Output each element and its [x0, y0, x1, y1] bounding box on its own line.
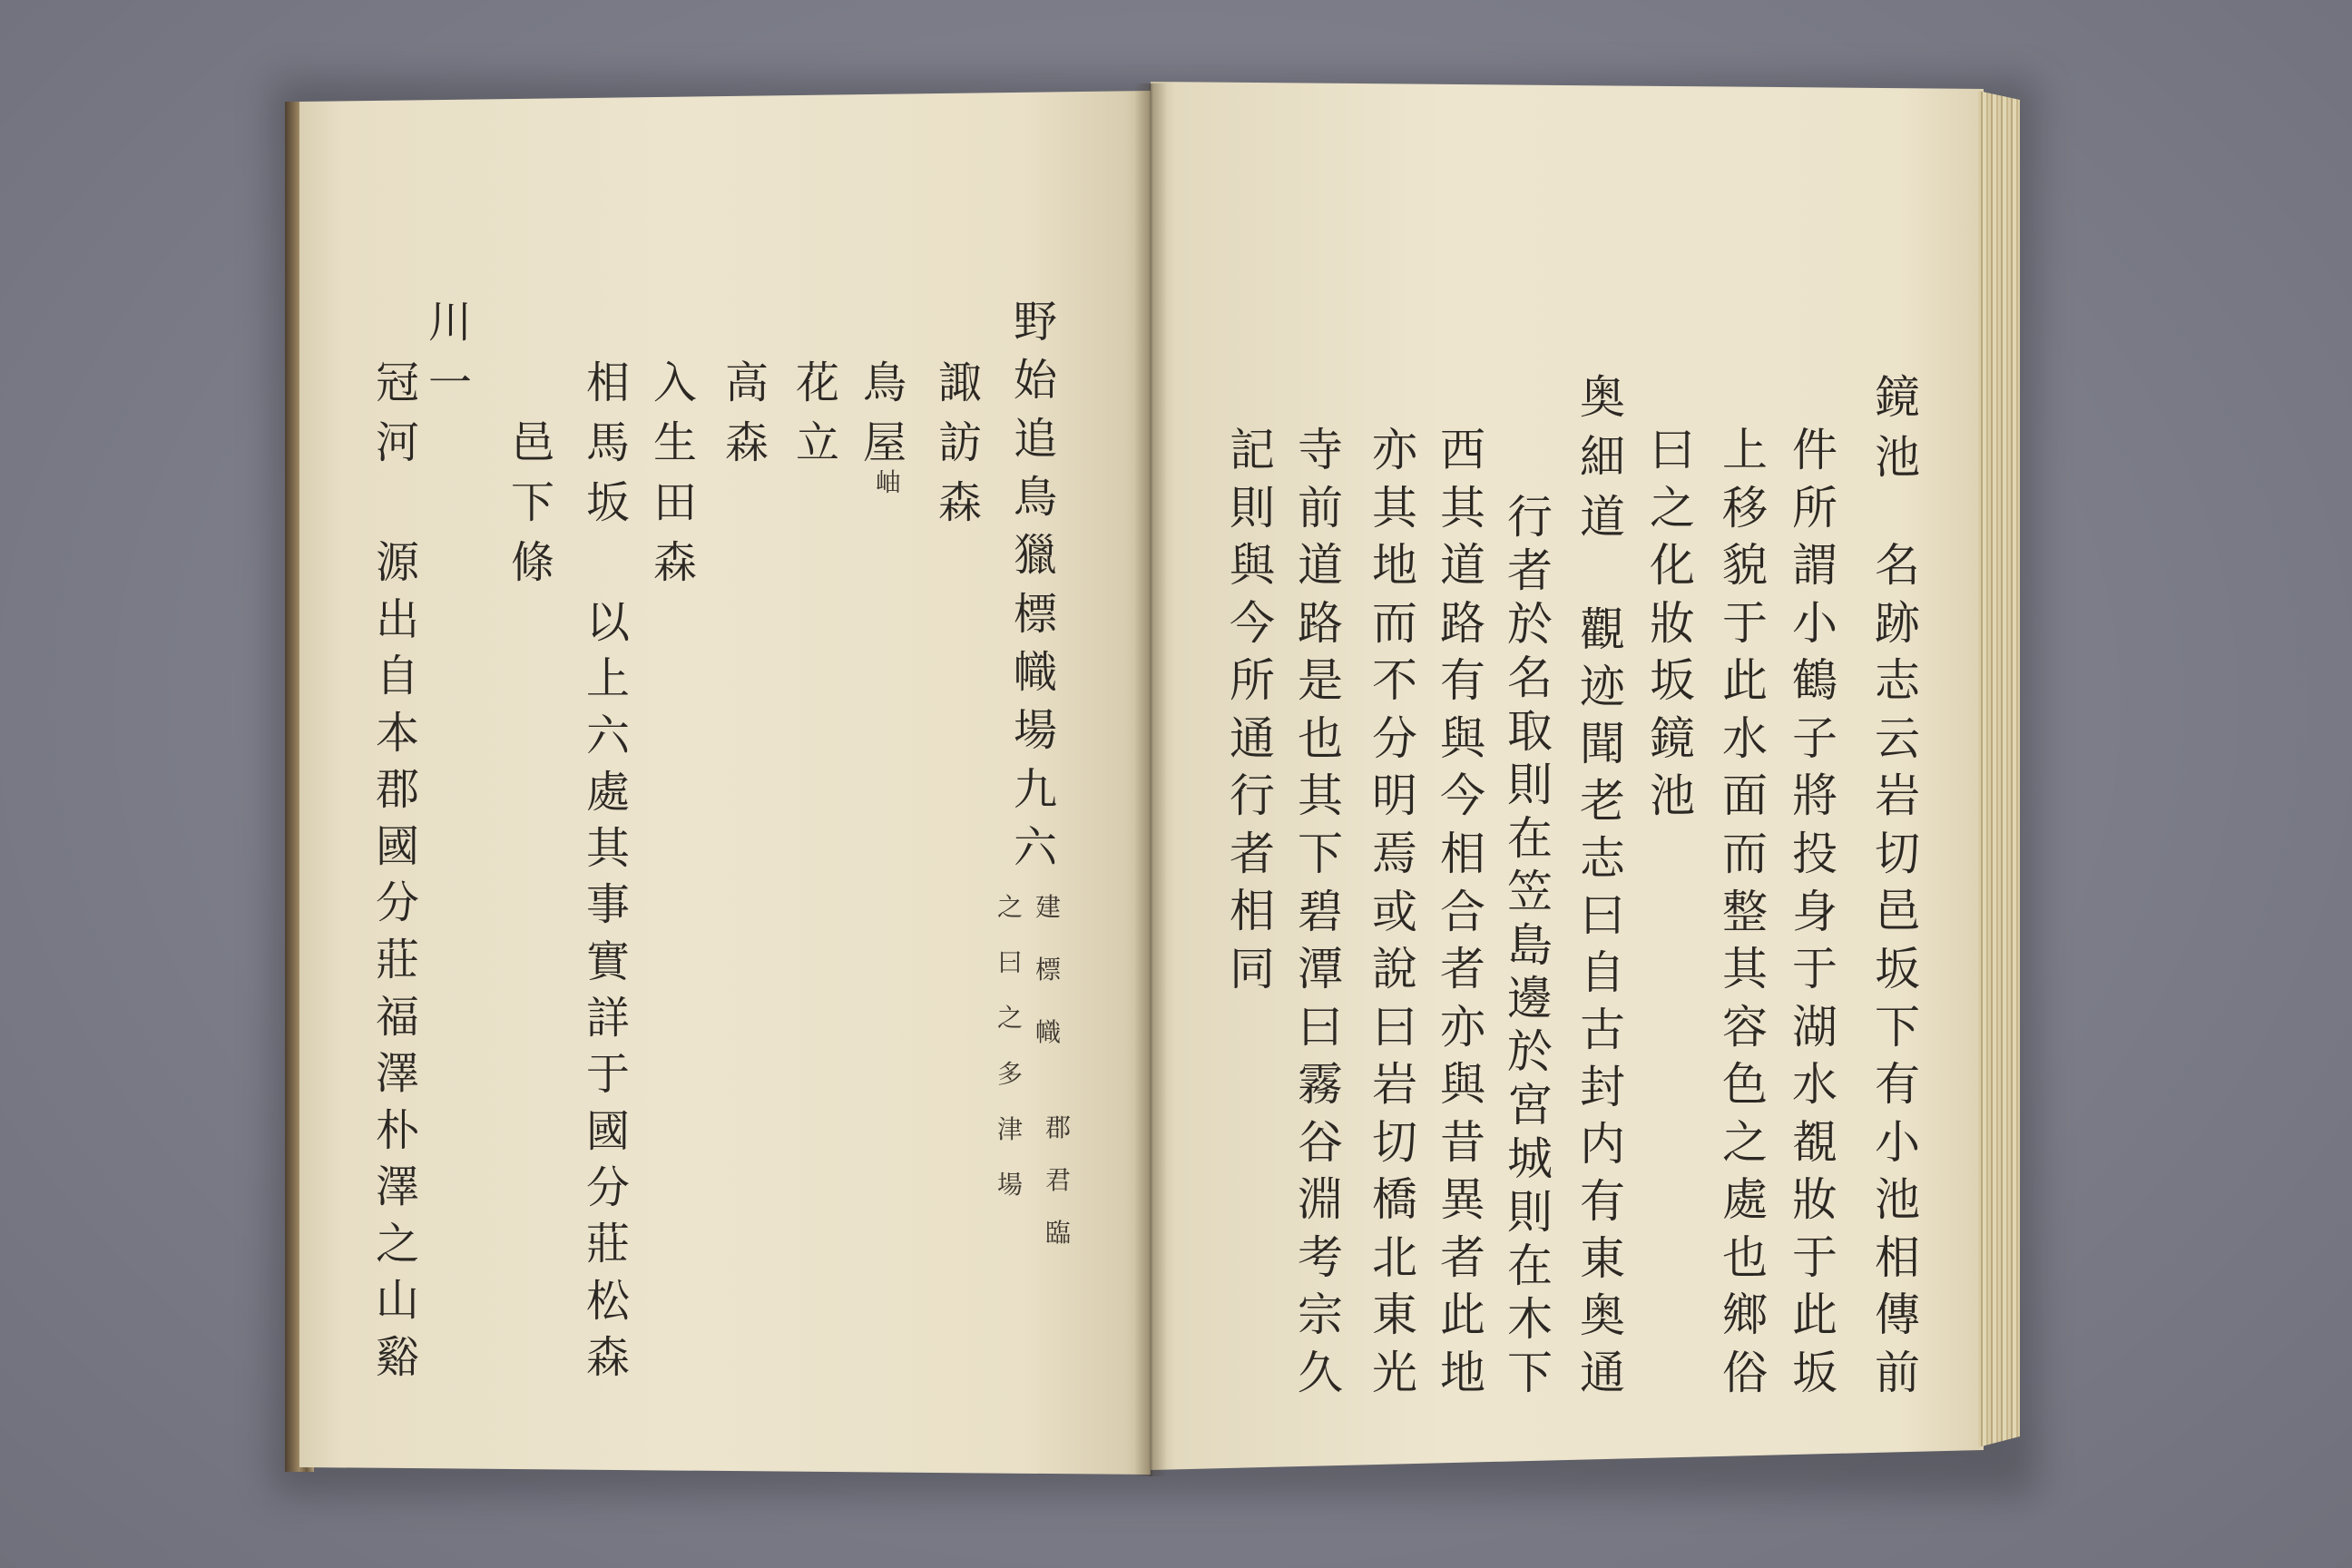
glyph: 不	[1372, 654, 1417, 708]
right-col-9-text	[1298, 424, 1343, 1399]
glyph: 化	[1650, 539, 1695, 592]
glyph: 此	[1440, 1289, 1485, 1342]
glyph: 下	[511, 477, 555, 528]
right-col-4-text	[1650, 424, 1695, 822]
glyph: 有	[1580, 1175, 1625, 1228]
glyph: 冠	[376, 358, 420, 408]
glyph: 者	[1440, 1230, 1485, 1284]
glyph: 松	[586, 1275, 631, 1327]
glyph: 取	[1507, 704, 1553, 758]
glyph: 實	[586, 936, 631, 987]
right-page	[1151, 82, 1984, 1470]
glyph: 森	[586, 1331, 631, 1383]
glyph: 地	[1440, 1347, 1485, 1399]
glyph: 邊	[1507, 972, 1553, 1025]
glyph: 河	[376, 417, 420, 468]
glyph: 則	[1507, 758, 1553, 811]
glyph: 莊	[376, 934, 420, 985]
glyph: 今	[1440, 769, 1485, 823]
glyph: 多	[997, 1058, 1024, 1089]
glyph: 分	[376, 877, 420, 929]
glyph: 有	[1875, 1058, 1920, 1112]
glyph: 奥	[1580, 1289, 1625, 1342]
glyph: 笠	[1507, 865, 1553, 918]
left-col-4-text	[796, 358, 840, 468]
glyph: 上	[586, 653, 631, 705]
right-col-1-heading	[1875, 371, 1920, 484]
glyph: 森	[725, 417, 769, 468]
glyph: 國	[586, 1105, 631, 1157]
glyph: 入	[653, 358, 698, 408]
glyph: 與	[1440, 1058, 1485, 1112]
glyph: 曰	[997, 947, 1024, 978]
glyph: 於	[1507, 1025, 1553, 1079]
glyph: 曰	[1298, 1000, 1343, 1054]
glyph: 寺	[1298, 424, 1343, 476]
glyph: 川	[428, 297, 473, 348]
glyph: 水	[1722, 711, 1768, 765]
glyph: 自	[376, 651, 420, 702]
glyph: 福	[376, 991, 420, 1043]
glyph: 容	[1722, 1000, 1768, 1054]
glyph: 所	[1230, 654, 1275, 708]
glyph: 之	[1650, 481, 1695, 534]
glyph: 坂	[1875, 942, 1920, 995]
glyph: 于	[1792, 943, 1838, 996]
glyph: 源	[376, 537, 420, 588]
glyph: 于	[1722, 596, 1768, 650]
glyph: 自	[1580, 946, 1625, 999]
glyph: 與	[1440, 711, 1485, 765]
glyph: 古	[1580, 1004, 1625, 1056]
glyph: 同	[1230, 942, 1275, 995]
glyph: 子	[1792, 711, 1838, 765]
glyph: 覩	[1792, 1115, 1838, 1169]
glyph: 者	[1507, 544, 1553, 597]
glyph: 曰	[1580, 889, 1625, 942]
glyph: 生	[653, 417, 698, 468]
glyph: 宗	[1298, 1289, 1343, 1342]
glyph: 前	[1875, 1346, 1920, 1399]
left-col-3-text	[863, 358, 907, 468]
glyph: 池	[1875, 1173, 1920, 1227]
glyph: 相	[586, 358, 631, 408]
glyph: 名	[1875, 539, 1920, 592]
right-col-5-heading	[1580, 371, 1625, 544]
glyph: 亦	[1372, 424, 1417, 476]
glyph: 津	[997, 1113, 1024, 1144]
glyph: 移	[1722, 481, 1768, 534]
glyph: 或	[1372, 885, 1417, 938]
glyph: 處	[1722, 1173, 1768, 1227]
glyph: 田	[653, 477, 698, 528]
glyph: 聞	[1580, 718, 1625, 770]
glyph: 野	[1014, 297, 1058, 348]
glyph: 君	[1045, 1165, 1072, 1195]
glyph: 妝	[1792, 1173, 1838, 1227]
left-col-10-heading	[376, 358, 420, 468]
glyph: 場	[997, 1169, 1024, 1200]
glyph: 上	[1722, 424, 1768, 476]
glyph: 而	[1372, 596, 1417, 650]
glyph: 則	[1507, 1186, 1553, 1240]
glyph: 謂	[1792, 539, 1838, 593]
glyph: 一	[428, 358, 473, 408]
glyph: 光	[1372, 1347, 1417, 1399]
glyph: 在	[1507, 1240, 1553, 1293]
glyph: 其	[586, 823, 631, 875]
glyph: 封	[1580, 1061, 1625, 1113]
glyph: 山	[376, 1275, 420, 1327]
glyph: 條	[511, 537, 555, 588]
glyph: 久	[1298, 1347, 1343, 1399]
glyph: 島	[1507, 918, 1553, 972]
glyph: 合	[1440, 885, 1485, 938]
glyph: 谷	[1298, 1115, 1343, 1169]
glyph: 標	[1014, 588, 1058, 640]
glyph: 件	[1792, 424, 1838, 476]
left-col-1-note-right-upper	[1035, 892, 1062, 1047]
glyph: 俗	[1722, 1347, 1768, 1399]
glyph: 于	[586, 1049, 631, 1101]
glyph: 屋	[863, 417, 907, 468]
glyph: 道	[1298, 539, 1343, 593]
glyph: 亦	[1440, 1000, 1485, 1054]
glyph: 坂	[1650, 654, 1695, 707]
glyph: 投	[1792, 827, 1838, 880]
glyph: 池	[1875, 431, 1920, 484]
glyph: 水	[1792, 1058, 1838, 1112]
glyph: 色	[1722, 1058, 1768, 1112]
glyph: 澤	[376, 1161, 420, 1213]
glyph: 内	[1580, 1118, 1625, 1171]
glyph: 追	[1014, 413, 1058, 465]
glyph: 潭	[1298, 943, 1343, 996]
glyph: 其	[1298, 769, 1343, 823]
glyph: 霧	[1298, 1058, 1343, 1112]
left-col-8-text	[511, 417, 555, 588]
glyph: 建	[1035, 892, 1062, 922]
glyph: 今	[1230, 596, 1275, 650]
right-col-5-text	[1580, 603, 1625, 1399]
glyph: 木	[1507, 1293, 1553, 1347]
glyph: 細	[1580, 431, 1625, 484]
glyph: 事	[586, 879, 631, 931]
glyph: 東	[1372, 1289, 1417, 1342]
glyph: 而	[1722, 827, 1768, 880]
glyph: 相	[1440, 827, 1485, 880]
glyph: 詳	[586, 993, 631, 1044]
glyph: 名	[1507, 651, 1553, 704]
right-col-8-text	[1372, 424, 1417, 1399]
glyph: 明	[1372, 769, 1417, 823]
glyph: 貌	[1722, 539, 1768, 593]
glyph: 之	[997, 892, 1024, 922]
glyph: 其	[1722, 943, 1768, 996]
glyph: 老	[1580, 775, 1625, 828]
left-col-7-text	[586, 597, 631, 1383]
right-col-7-text	[1440, 424, 1485, 1399]
glyph: 東	[1580, 1232, 1625, 1285]
right-page-stack-edge	[1978, 91, 2020, 1447]
glyph: 路	[1298, 596, 1343, 650]
glyph: 邑	[511, 417, 555, 468]
glyph: 異	[1440, 1173, 1485, 1227]
glyph: 澤	[376, 1048, 420, 1100]
glyph: 處	[586, 766, 631, 818]
right-col-2-text	[1792, 424, 1838, 1399]
glyph: 迹	[1580, 661, 1625, 713]
glyph: 郡	[1045, 1112, 1072, 1142]
glyph: 馬	[586, 417, 631, 468]
glyph: 者	[1230, 827, 1275, 880]
glyph: 花	[796, 358, 840, 408]
left-col-3-small	[876, 467, 902, 497]
glyph: 有	[1440, 654, 1485, 708]
glyph: 諏	[938, 358, 983, 408]
glyph: 切	[1875, 827, 1920, 880]
glyph: 昔	[1440, 1115, 1485, 1169]
left-col-10-text	[376, 537, 420, 1383]
glyph: 下	[1875, 1000, 1920, 1054]
glyph: 也	[1722, 1230, 1768, 1284]
glyph: 通	[1230, 711, 1275, 765]
glyph: 碧	[1298, 885, 1343, 938]
glyph: 谿	[376, 1331, 420, 1383]
glyph: 在	[1507, 811, 1553, 865]
glyph: 坂	[1792, 1347, 1838, 1399]
glyph: 志	[1875, 654, 1920, 708]
glyph: 六	[586, 710, 631, 761]
glyph: 其	[1372, 481, 1417, 534]
right-col-1-text	[1875, 539, 1920, 1399]
glyph: 是	[1298, 654, 1343, 708]
glyph: 記	[1230, 424, 1275, 476]
glyph: 坂	[586, 477, 631, 528]
glyph: 傳	[1875, 1289, 1920, 1342]
glyph: 前	[1298, 481, 1343, 534]
glyph: 宮	[1507, 1079, 1553, 1132]
glyph: 整	[1722, 885, 1768, 938]
glyph: 也	[1298, 711, 1343, 765]
glyph: 者	[1440, 943, 1485, 996]
glyph: 小	[1792, 596, 1838, 650]
glyph: 下	[1298, 827, 1343, 880]
glyph: 淵	[1298, 1173, 1343, 1227]
glyph: 標	[1035, 955, 1062, 985]
glyph: 出	[376, 593, 420, 645]
glyph: 本	[376, 707, 420, 759]
glyph: 幟	[1035, 1017, 1062, 1047]
left-col-1-note-left	[997, 892, 1024, 1200]
glyph: 則	[1230, 481, 1275, 534]
glyph: 郡	[376, 764, 420, 816]
glyph: 將	[1792, 769, 1838, 823]
glyph: 岫	[876, 467, 902, 497]
left-col-5-text	[725, 358, 769, 468]
glyph: 幟	[1014, 646, 1058, 698]
glyph: 橋	[1372, 1173, 1417, 1227]
glyph: 始	[1014, 355, 1058, 407]
glyph: 相	[1230, 885, 1275, 938]
glyph: 所	[1792, 481, 1838, 534]
left-col-2-text	[938, 358, 983, 528]
glyph: 志	[1580, 832, 1625, 885]
left-col-9-text	[428, 297, 473, 408]
right-col-3-text	[1722, 424, 1768, 1399]
glyph: 於	[1507, 597, 1553, 651]
left-col-1-text	[1014, 297, 1058, 873]
glyph: 奥	[1580, 371, 1625, 424]
glyph: 鳥	[863, 358, 907, 408]
glyph: 朴	[376, 1104, 420, 1156]
glyph: 路	[1440, 596, 1485, 650]
glyph: 國	[376, 820, 420, 872]
glyph: 分	[586, 1161, 631, 1213]
left-col-1-note-right-lower	[1045, 1112, 1072, 1248]
left-col-7-heading	[586, 358, 631, 528]
glyph: 切	[1372, 1115, 1417, 1169]
glyph: 焉	[1372, 827, 1417, 880]
glyph: 以	[586, 597, 631, 648]
glyph: 妝	[1650, 596, 1695, 650]
glyph: 觀	[1580, 603, 1625, 656]
glyph: 跡	[1875, 596, 1920, 650]
glyph: 高	[725, 358, 769, 408]
glyph: 云	[1875, 711, 1920, 765]
glyph: 城	[1507, 1132, 1553, 1186]
glyph: 身	[1792, 885, 1838, 938]
glyph: 六	[1014, 821, 1058, 873]
glyph: 相	[1875, 1230, 1920, 1284]
glyph: 之	[997, 1003, 1024, 1034]
glyph: 行	[1230, 769, 1275, 823]
glyph: 說	[1372, 943, 1417, 996]
glyph: 森	[653, 537, 698, 588]
book-gutter	[1134, 83, 1167, 1476]
glyph: 此	[1792, 1289, 1838, 1342]
left-col-6-text	[653, 358, 698, 588]
glyph: 邑	[1875, 885, 1920, 938]
glyph: 訪	[938, 417, 983, 468]
glyph: 鏡	[1650, 711, 1695, 765]
glyph: 曰	[1372, 1000, 1417, 1054]
glyph: 此	[1722, 654, 1768, 708]
glyph: 森	[938, 477, 983, 528]
glyph: 鄉	[1722, 1289, 1768, 1342]
glyph: 之	[1722, 1115, 1768, 1169]
glyph: 之	[376, 1218, 420, 1269]
glyph: 九	[1014, 763, 1058, 815]
glyph: 西	[1440, 424, 1485, 476]
glyph: 臨	[1045, 1218, 1072, 1248]
glyph: 鶴	[1792, 654, 1838, 708]
glyph: 曰	[1650, 424, 1695, 476]
glyph: 通	[1580, 1347, 1625, 1399]
glyph: 場	[1014, 705, 1058, 757]
glyph: 面	[1722, 769, 1768, 823]
glyph: 湖	[1792, 1000, 1838, 1054]
glyph: 岩	[1875, 769, 1920, 823]
glyph: 鳥	[1014, 471, 1058, 523]
glyph: 行	[1507, 491, 1553, 544]
glyph: 地	[1372, 539, 1417, 593]
glyph: 下	[1507, 1347, 1553, 1399]
glyph: 考	[1298, 1230, 1343, 1284]
glyph: 獵	[1014, 530, 1058, 582]
glyph: 分	[1372, 711, 1417, 765]
glyph: 鏡	[1875, 371, 1920, 424]
glyph: 其	[1440, 481, 1485, 534]
glyph: 立	[796, 417, 840, 468]
glyph: 岩	[1372, 1058, 1417, 1112]
glyph: 與	[1230, 539, 1275, 593]
glyph: 北	[1372, 1230, 1417, 1284]
glyph: 小	[1875, 1115, 1920, 1169]
right-col-10-text	[1230, 424, 1275, 995]
glyph: 池	[1650, 769, 1695, 822]
right-col-6-text	[1507, 491, 1553, 1399]
glyph: 于	[1792, 1230, 1838, 1284]
glyph: 莊	[586, 1219, 631, 1270]
glyph: 道	[1440, 539, 1485, 593]
glyph: 道	[1580, 491, 1625, 544]
